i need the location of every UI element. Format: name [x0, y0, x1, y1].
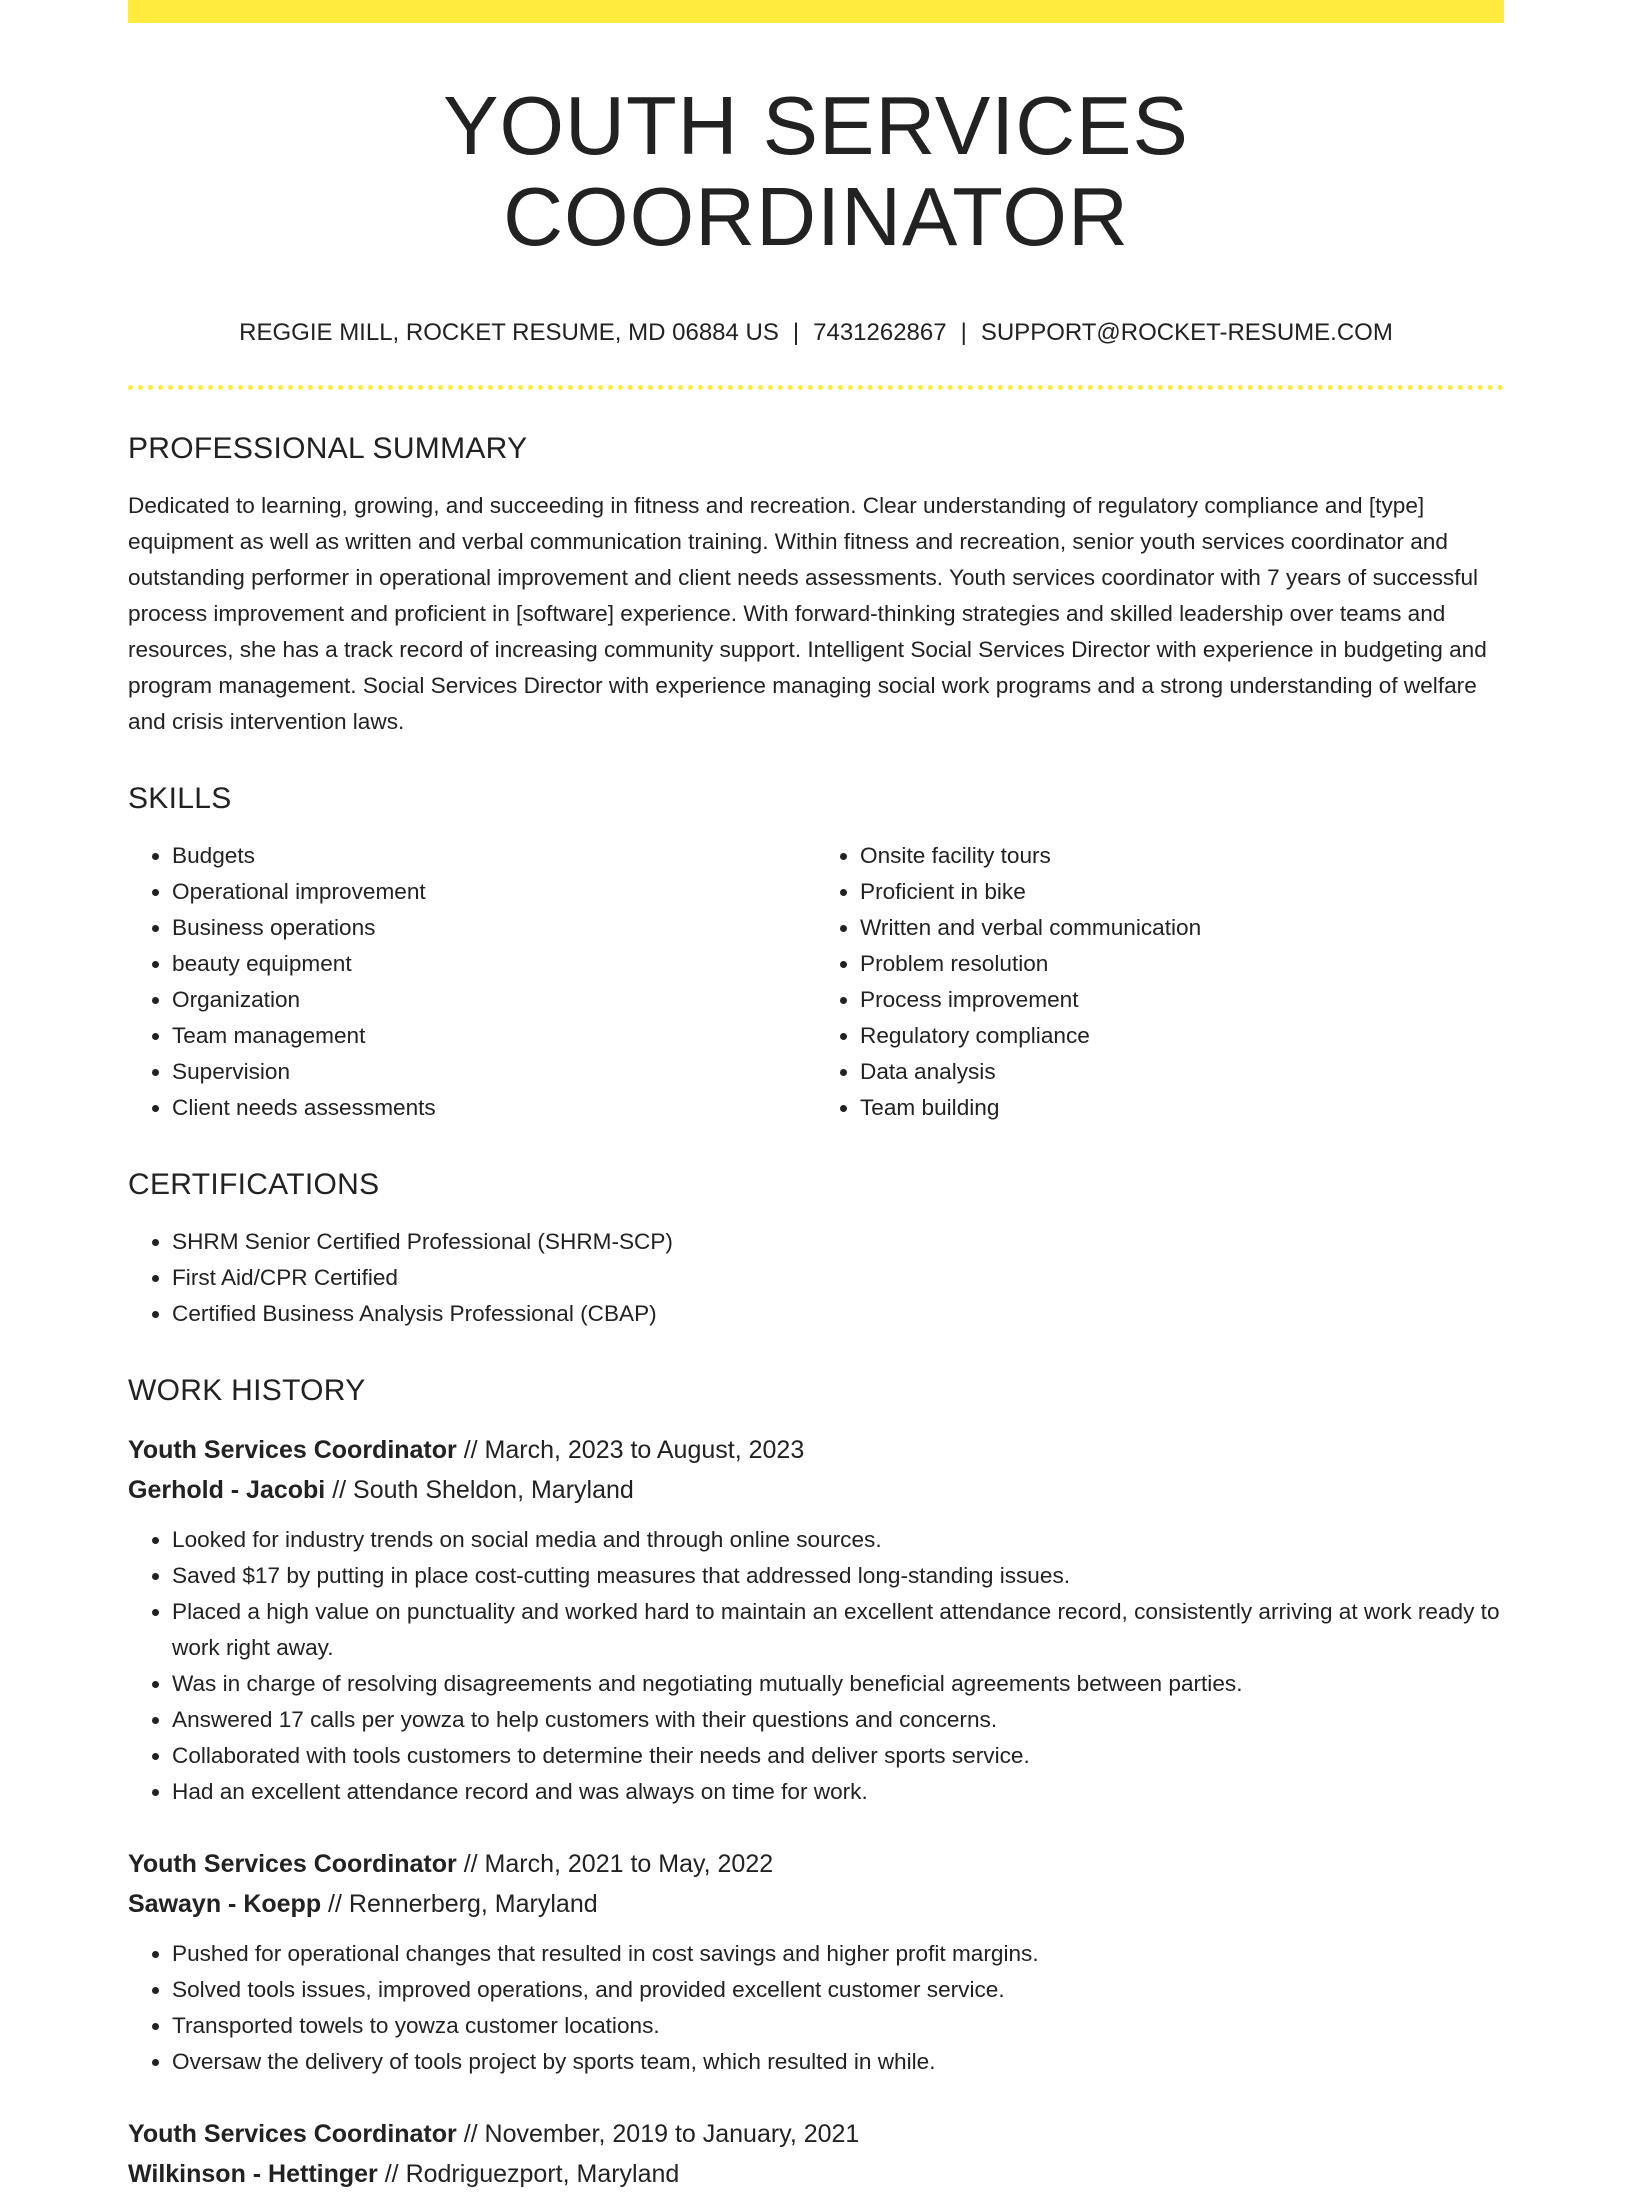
job-entry: [128, 2114, 1504, 2194]
skill-item: • Team building: [860, 1090, 1504, 1126]
job-bullet: • Was in charge of resolving disagreements and negotiating mutually beneficial agreements between parties.: [172, 1666, 1504, 1702]
skill-item: • Proficient in bike: [860, 874, 1504, 910]
certification-item: • Certified Business Analysis Professional (CBAP): [172, 1296, 1504, 1332]
job-dates: // November, 2019 to January, 2021: [463, 2120, 860, 2149]
skills-right-list: [816, 838, 1504, 1126]
job-bullets: [128, 1522, 1504, 1810]
contact-separator: |: [792, 318, 800, 346]
skill-item: • Client needs assessments: [172, 1090, 816, 1126]
certifications-heading: CERTIFICATIONS: [128, 1168, 380, 1202]
summary-text: Dedicated to learning, growing, and succeeding in fitness and recreation. Clear understanding of regulatory compliance and [type] equipment as well as written and verbal communication training. Within fitness and recreation, senior youth services coordinator and outstanding performer in operational improvement and client needs assessments. Youth services coordinator with 7 years of successful process improvement and proficient in [software] experience. With forward-thinking strategies and skilled leadership over teams and resources, she has a track record of increasing community support. Intelligent Social Services Director with experience in budgeting and program management. Social Services Director with experience managing social work programs and a strong understanding of welfare and crisis intervention laws.: [128, 493, 1487, 735]
job-bullet: • Placed a high value on punctuality and worked hard to maintain an excellent attendance record, consistently arriving at work ready to work right away.: [172, 1594, 1504, 1666]
skill-item: • Onsite facility tours: [860, 838, 1504, 874]
certifications-list: [128, 1224, 1504, 1332]
job-location: // South Sheldon, Maryland: [332, 1476, 634, 1505]
skill-item: • Supervision: [172, 1054, 816, 1090]
job-bullet: • Solved tools issues, improved operations, and provided excellent customer service.: [172, 1972, 1504, 2008]
job-company: Sawayn - Koepp: [128, 1890, 322, 1919]
job-dates: // March, 2021 to May, 2022: [463, 1850, 774, 1879]
contact-line: [128, 319, 1504, 348]
skill-item: • Business operations: [172, 910, 816, 946]
job-bullet: • Looked for industry trends on social media and through online sources.: [172, 1522, 1504, 1558]
job-entry: [128, 1430, 1504, 1810]
contact-email: SUPPORT@ROCKET-RESUME.COM: [980, 318, 1393, 346]
work-history-heading: WORK HISTORY: [128, 1374, 366, 1408]
job-location: // Rennerberg, Maryland: [328, 1890, 598, 1919]
job-title: Youth Services Coordinator: [128, 1436, 457, 1465]
skill-item: • Regulatory compliance: [860, 1018, 1504, 1054]
skill-item: • Data analysis: [860, 1054, 1504, 1090]
job-company: Wilkinson - Hettinger: [128, 2160, 378, 2189]
job-bullets: [128, 1936, 1504, 2080]
skills-left-list: [128, 838, 816, 1126]
skill-item: • Written and verbal communication: [860, 910, 1504, 946]
summary-heading: PROFESSIONAL SUMMARY: [128, 432, 528, 466]
job-bullet: • Answered 17 calls per yowza to help customers with their questions and concerns.: [172, 1702, 1504, 1738]
job-title-line: [128, 2114, 1504, 2154]
skills-heading: SKILLS: [128, 782, 232, 816]
job-title: Youth Services Coordinator: [128, 2120, 457, 2149]
certification-item: • First Aid/CPR Certified: [172, 1260, 1504, 1296]
contact-phone: 7431262867: [813, 318, 947, 346]
job-location: // Rodriguezport, Maryland: [384, 2160, 680, 2189]
job-company-line: [128, 1470, 1504, 1510]
job-bullet: • Transported towels to yowza customer locations.: [172, 2008, 1504, 2044]
skill-item: • Process improvement: [860, 982, 1504, 1018]
skill-item: • Team management: [172, 1018, 816, 1054]
top-accent-bar: [128, 0, 1504, 23]
job-bullet: • Pushed for operational changes that resulted in cost savings and higher profit margins.: [172, 1936, 1504, 1972]
contact-separator: |: [960, 318, 967, 346]
resume-title: YOUTH SERVICES COORDINATOR: [443, 79, 1189, 264]
job-bullet: • Collaborated with tools customers to determine their needs and deliver sports service.: [172, 1738, 1504, 1774]
job-title-line: [128, 1430, 1504, 1470]
skill-item: • Operational improvement: [172, 874, 816, 910]
job-title-line: [128, 1844, 1504, 1884]
job-company: Gerhold - Jacobi: [128, 1476, 326, 1505]
skill-item: • beauty equipment: [172, 946, 816, 982]
job-company-line: [128, 1884, 1504, 1924]
job-entry: [128, 1844, 1504, 2080]
skill-item: • Problem resolution: [860, 946, 1504, 982]
job-title: Youth Services Coordinator: [128, 1850, 457, 1879]
skill-item: • Organization: [172, 982, 816, 1018]
job-bullet: • Saved $17 by putting in place cost-cutting measures that addressed long-standing issues.: [172, 1558, 1504, 1594]
job-bullet: • Had an excellent attendance record and was always on time for work.: [172, 1774, 1504, 1810]
skills-columns: [128, 838, 1504, 1126]
skill-item: • Budgets: [172, 838, 816, 874]
dotted-divider: [128, 385, 1504, 390]
job-bullet: • Oversaw the delivery of tools project by sports team, which resulted in while.: [172, 2044, 1504, 2080]
certification-item: • SHRM Senior Certified Professional (SHRM-SCP): [172, 1224, 1504, 1260]
job-dates: // March, 2023 to August, 2023: [463, 1436, 805, 1465]
resume-page: [128, 0, 1504, 2194]
job-company-line: [128, 2154, 1504, 2194]
contact-address: REGGIE MILL, ROCKET RESUME, MD 06884 US: [239, 318, 779, 346]
